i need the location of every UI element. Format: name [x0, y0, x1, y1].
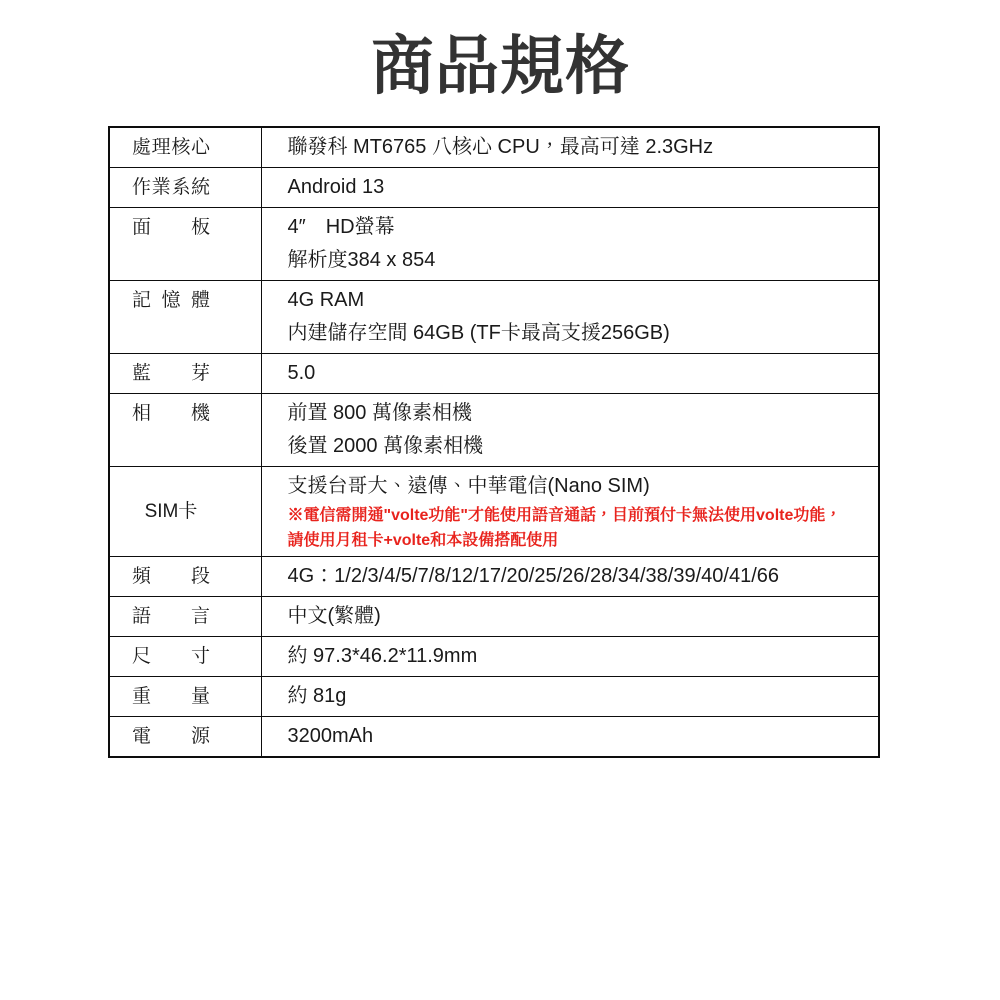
spec-row — [109, 168, 879, 208]
spec-label-cell — [109, 127, 261, 168]
spec-value-line: 支援台哥大、遠傳、中華電信(Nano SIM) — [287, 475, 650, 497]
spec-row — [109, 127, 879, 168]
spec-label-cell — [109, 557, 261, 597]
spec-label: 重量 — [132, 686, 210, 707]
spec-value-line: 聯發科 MT6765 八核心 CPU，最高可達 2.3GHz — [287, 136, 714, 158]
spec-label-cell — [109, 281, 261, 354]
spec-label-cell — [109, 354, 261, 394]
spec-value-cell — [261, 467, 879, 557]
spec-label: SIM卡 — [144, 501, 198, 522]
spec-label: 作業系統 — [132, 177, 210, 198]
spec-row — [109, 467, 879, 557]
spec-value-cell — [261, 394, 879, 467]
spec-label-cell — [109, 637, 261, 677]
spec-label: 處理核心 — [132, 137, 210, 158]
spec-table-body — [109, 127, 879, 757]
spec-label-cell — [109, 394, 261, 467]
spec-label: 藍芽 — [132, 363, 210, 384]
spec-value-cell — [261, 354, 879, 394]
page-title: 商品規格 — [370, 30, 630, 102]
spec-label-cell — [109, 597, 261, 637]
spec-value-line: 4G RAM — [287, 289, 365, 311]
spec-value-line: Android 13 — [287, 176, 385, 198]
spec-value-line: 4G：1/2/3/4/5/7/8/12/17/20/25/26/28/34/38/39/40/41/66 — [287, 565, 780, 587]
spec-row — [109, 637, 879, 677]
spec-label: 尺寸 — [132, 646, 210, 667]
spec-value-line: 後置 2000 萬像素相機 — [287, 435, 484, 457]
spec-value-cell — [261, 637, 879, 677]
spec-label: 面板 — [132, 217, 210, 238]
spec-row — [109, 281, 879, 354]
spec-row — [109, 394, 879, 467]
spec-label: 相機 — [132, 403, 210, 424]
spec-value-cell — [261, 168, 879, 208]
spec-value-line: 内建儲存空間 64GB (TF卡最高支援256GB) — [287, 322, 670, 344]
spec-value-line: 前置 800 萬像素相機 — [287, 402, 472, 424]
spec-value-cell — [261, 717, 879, 758]
spec-value-line: 3200mAh — [287, 725, 374, 747]
spec-warning-line: ※電信需開通"volte功能"才能使用語音通話，目前預付卡無法使用volte功能， — [287, 507, 842, 524]
spec-row — [109, 597, 879, 637]
spec-value-cell — [261, 557, 879, 597]
spec-table — [108, 126, 880, 758]
spec-row — [109, 677, 879, 717]
spec-warning-line: 請使用月租卡+volte和本設備搭配使用 — [287, 532, 559, 549]
spec-value-cell — [261, 127, 879, 168]
spec-row — [109, 557, 879, 597]
spec-label-cell — [109, 677, 261, 717]
spec-value-line: 4″ HD螢幕 — [287, 216, 395, 238]
spec-label: 語言 — [132, 606, 210, 627]
spec-label: 記憶體 — [132, 290, 210, 311]
spec-value-line: 解析度384 x 854 — [287, 249, 436, 271]
spec-row — [109, 717, 879, 758]
spec-value-cell — [261, 208, 879, 281]
spec-value-line: 約 81g — [287, 685, 347, 707]
spec-label-cell — [109, 467, 261, 557]
spec-value-cell — [261, 677, 879, 717]
spec-value-line: 5.0 — [287, 362, 316, 384]
spec-label: 電源 — [132, 726, 210, 747]
spec-label: 頻段 — [132, 566, 210, 587]
spec-label-cell — [109, 208, 261, 281]
spec-value-cell — [261, 597, 879, 637]
spec-value-cell — [261, 281, 879, 354]
spec-row — [109, 354, 879, 394]
spec-value-line: 約 97.3*46.2*11.9mm — [287, 645, 478, 667]
spec-value-line: 中文(繁體) — [287, 605, 381, 627]
spec-label-cell — [109, 168, 261, 208]
spec-label-cell — [109, 717, 261, 758]
spec-row — [109, 208, 879, 281]
